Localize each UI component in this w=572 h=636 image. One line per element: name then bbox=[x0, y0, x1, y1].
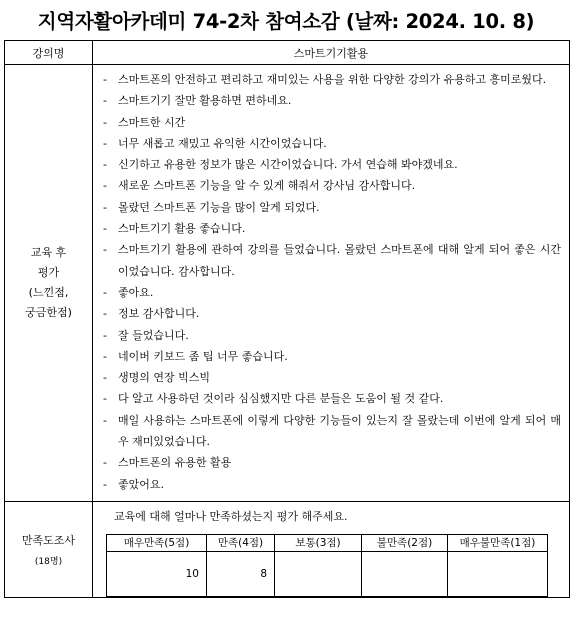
comment-item: - 생명의 연장 빅스빅 bbox=[103, 367, 561, 388]
comment-item: - 새로운 스마트폰 기능을 알 수 있게 해줘서 강사님 감사합니다. bbox=[103, 175, 561, 196]
satisfaction-table bbox=[106, 534, 548, 597]
comment-item: - 스마트기기 활용에 관하여 강의를 들었습니다. 몰랐던 스마트폰에 대해 알게 되어 좋은 시간이었습니다. 감사합니다. bbox=[103, 239, 561, 282]
lecture-name-label: 강의명 bbox=[5, 41, 93, 65]
rating-header: 보통(3점) bbox=[275, 534, 362, 551]
rating-count: 8 bbox=[207, 551, 275, 596]
comment-item: - 스마트기기 잘만 활용하면 편하네요. bbox=[103, 90, 561, 111]
rating-header: 매우불만족(1점) bbox=[448, 534, 548, 551]
evaluation-row bbox=[5, 65, 570, 502]
rating-count: 10 bbox=[107, 551, 207, 596]
rating-count bbox=[362, 551, 448, 596]
satisfaction-header-row bbox=[107, 534, 548, 551]
comment-item: - 네이버 키보드 좀 팁 너무 좋습니다. bbox=[103, 346, 561, 367]
document-title: 지역자활아카데미 74-2차 참여소감 (날짜: 2024. 10. 8) bbox=[37, 10, 535, 33]
satisfaction-value-row bbox=[107, 551, 548, 596]
satisfaction-cell bbox=[93, 501, 570, 597]
rating-count bbox=[275, 551, 362, 596]
comment-item: - 정보 감사합니다. bbox=[103, 303, 561, 324]
evaluation-label-line: 교육 후 bbox=[30, 245, 67, 259]
rating-count bbox=[448, 551, 548, 596]
evaluation-label bbox=[5, 65, 93, 502]
comment-list bbox=[103, 69, 561, 495]
comment-item: - 몰랐던 스마트폰 기능을 많이 알게 되었다. bbox=[103, 197, 561, 218]
comment-item: - 스마트기기 활용 좋습니다. bbox=[103, 218, 561, 239]
rating-header: 만족(4점) bbox=[207, 534, 275, 551]
comment-item: - 너무 새롭고 재밌고 유익한 시간이었습니다. bbox=[103, 133, 561, 154]
comment-item: - 스마트폰의 유용한 활용 bbox=[103, 452, 561, 473]
comment-item: - 신기하고 유용한 정보가 많은 시간이었습니다. 가서 연습해 봐야겠네요. bbox=[103, 154, 561, 175]
comment-item: - 잘 들었습니다. bbox=[103, 325, 561, 346]
rating-header: 불만족(2점) bbox=[362, 534, 448, 551]
comment-item: - 매일 사용하는 스마트폰에 이렇게 다양한 기능들이 있는지 잘 몰랐는데 이번에 알게 되어 매우 재미있었습니다. bbox=[103, 410, 561, 453]
satisfaction-question: 교육에 대해 얼마나 만족하셨는지 평가 해주세요. bbox=[114, 509, 348, 523]
comment-item: - 좋아요. bbox=[103, 282, 561, 303]
comment-item: - 좋았어요. bbox=[103, 474, 561, 495]
lecture-name-value: 스마트기기활용 bbox=[93, 41, 570, 65]
satisfaction-row bbox=[5, 501, 570, 597]
comment-item: - 스마트한 시간 bbox=[103, 112, 561, 133]
comments-cell bbox=[93, 65, 570, 502]
comment-item: - 다 알고 사용하던 것이라 심심했지만 다른 분들은 도움이 될 것 같다. bbox=[103, 388, 561, 409]
comment-item: - 스마트폰의 안전하고 편리하고 재미있는 사용을 위한 다양한 강의가 유용하고 흥미로웠다. bbox=[103, 69, 561, 90]
satisfaction-label-cell bbox=[5, 501, 93, 597]
feedback-table bbox=[4, 40, 570, 598]
lecture-row bbox=[5, 41, 570, 65]
satisfaction-label: 만족도조사 bbox=[21, 533, 76, 547]
evaluation-label-line: (느낀점, bbox=[28, 285, 69, 299]
evaluation-label-line: 궁금한점) bbox=[25, 305, 72, 319]
evaluation-label-line: 평가 bbox=[37, 265, 60, 279]
respondent-count: (18명) bbox=[34, 556, 63, 567]
rating-header: 매우만족(5점) bbox=[107, 534, 207, 551]
